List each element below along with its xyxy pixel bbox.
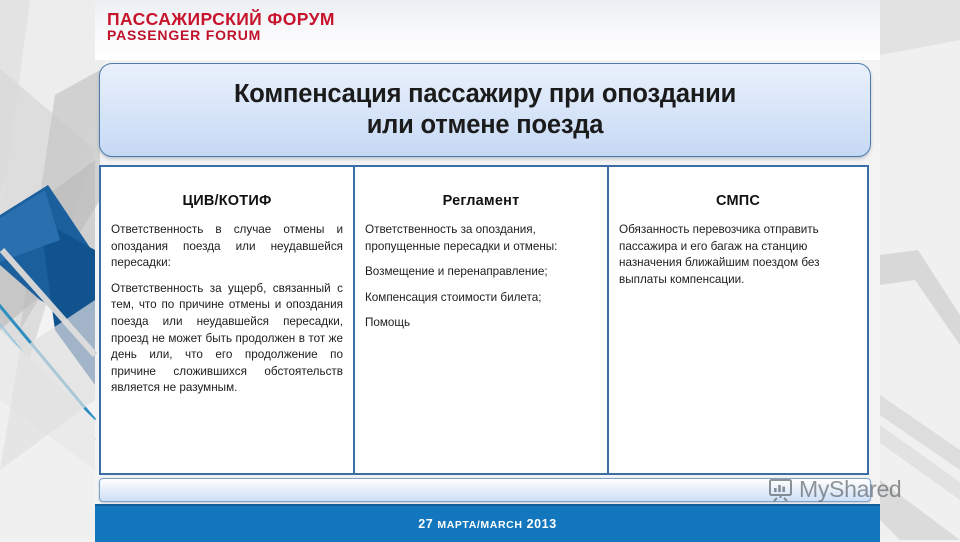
comparison-table [99,165,869,475]
column-paragraph: Возмещение и перенаправление; [365,265,548,279]
header-logo-band [95,0,880,60]
footer-date-month: МАРТА/MARCH [437,519,523,531]
slide-title-box [99,63,871,157]
logo-title-ru: ПАССАЖИРСКИЙ ФОРУМ [107,9,335,29]
column-paragraph: Компенсация стоимости билета; [365,290,542,304]
page-title-line-1: Компенсация пассажиру при опоздании [233,79,737,108]
column-paragraph: Обязанность перевозчика отправить пассажира и его багаж на станцию назначения ближайшим поездом без выплаты компенсации. [619,223,820,286]
column-paragraph: Ответственность за опоздания, пропущенные пересадки и отмены: [365,223,558,253]
column-heading: ЦИВ/КОТИФ [182,193,272,209]
decorative-bottom-bar [99,478,871,502]
page-title [234,79,736,141]
column-paragraph: Помощь [365,316,411,330]
presentation-chart-icon [768,477,794,503]
slide-footer [95,504,880,542]
footer-date-day: 27 [418,517,434,531]
column-heading: Регламент [442,193,520,209]
table-column-civ-kotif [101,167,353,473]
column-paragraph: Ответственность за ущерб, связанный с тем, что по причине отмены и опоздания поезда или неудавшейся пересадки, проезд не может быть продолжен в тот же день или, что его продолжение по причине сложившихся обстоятельств является не разумным. [111,281,343,395]
page-title-line-2: или отмене поезда [366,111,604,139]
footer-date [418,517,557,531]
table-column-reglament [353,167,607,473]
watermark-label: MyShared [799,476,902,502]
myshared-watermark [768,476,901,503]
slide-content [95,0,880,540]
column-heading: СМПС [715,193,761,209]
table-column-smps [607,167,867,473]
footer-date-year: 2013 [526,517,557,531]
logo-title-en: PASSENGER FORUM [107,27,262,44]
column-paragraph: Ответственность в случае отмены и опоздания поезда или неудавшейся пересадки: [111,223,343,270]
passenger-forum-logo [107,10,335,43]
